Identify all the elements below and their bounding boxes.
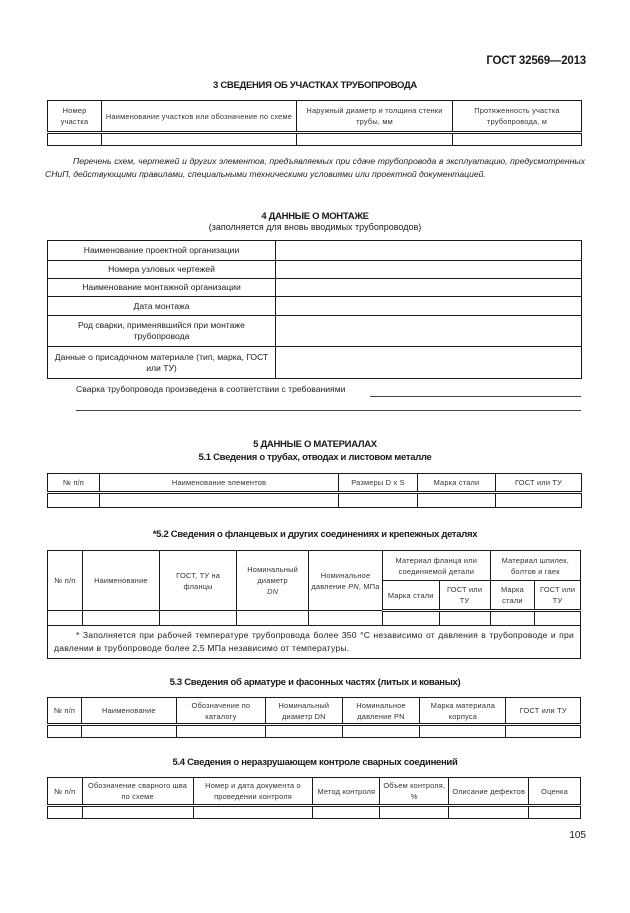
table-cell[interactable] xyxy=(48,133,102,146)
welding-requirements-field-continued[interactable] xyxy=(76,410,581,411)
row-label: Род сварки, применявшийся при монтаже трубопровода xyxy=(48,316,276,347)
column-header: ГОСТ или ТУ xyxy=(496,474,582,493)
table-cell[interactable] xyxy=(453,133,582,146)
row-label: Наименование проектной организации xyxy=(48,241,276,261)
row-value[interactable] xyxy=(276,241,582,261)
row-label: Наименование монтажной организации xyxy=(48,279,276,297)
column-header: Номинальное давление PN, МПа xyxy=(309,551,383,611)
column-header: ГОСТ, ТУ на фланцы xyxy=(160,551,237,611)
section-5-4-title: 5.4 Сведения о неразрушающем контроле сварных соединений xyxy=(172,757,458,768)
section-5-3-title: 5.3 Сведения об арматуре и фасонных частях (литых и кованых) xyxy=(169,677,461,688)
section-3-title: 3 СВЕДЕНИЯ ОБ УЧАСТКАХ ТРУБОПРОВОДА xyxy=(213,80,417,91)
welding-statement: Сварка трубопровода произведена в соответствии с требованиями xyxy=(76,384,346,394)
table-cell[interactable] xyxy=(82,725,177,738)
column-header: Описание дефектов xyxy=(449,778,529,806)
table-cell[interactable] xyxy=(266,725,343,738)
row-value[interactable] xyxy=(276,261,582,279)
table-row xyxy=(48,316,582,347)
column-header: Оценка xyxy=(529,778,581,806)
flanges-table xyxy=(47,550,581,659)
column-header: Метод контроля xyxy=(313,778,380,806)
column-header: № п/п xyxy=(48,698,82,725)
table-cell[interactable] xyxy=(48,611,83,626)
table-cell[interactable] xyxy=(176,725,265,738)
table-cell[interactable] xyxy=(48,725,82,738)
column-header: Номер и дата документа о проведении контроля xyxy=(193,778,313,806)
table-cell[interactable] xyxy=(439,611,490,626)
table-row xyxy=(48,725,581,738)
ndt-table xyxy=(47,777,581,819)
table-cell[interactable] xyxy=(309,611,383,626)
table-row xyxy=(48,493,582,508)
table-cell[interactable] xyxy=(496,493,582,508)
column-header: Марка стали xyxy=(490,581,535,611)
section-5-1-title: 5.1 Сведения о трубах, отводах и листовом металле xyxy=(198,452,432,463)
table-cell[interactable] xyxy=(48,493,100,508)
table-row xyxy=(48,279,582,297)
column-header: Марка материала корпуса xyxy=(420,698,506,725)
table-cell[interactable] xyxy=(529,806,581,819)
column-header: Наименование элементов xyxy=(100,474,339,493)
welding-requirements-field[interactable] xyxy=(370,396,581,397)
column-header: № п/п xyxy=(48,551,83,611)
column-header: Марка стали xyxy=(382,581,439,611)
table-cell[interactable] xyxy=(420,725,506,738)
table-cell[interactable] xyxy=(506,725,581,738)
table-cell[interactable] xyxy=(313,806,380,819)
table-cell[interactable] xyxy=(48,806,83,819)
table-row xyxy=(48,297,582,316)
table-cell[interactable] xyxy=(339,493,418,508)
row-label: Номера узловых чертежей xyxy=(48,261,276,279)
column-header: Обозначение сварного шва по схеме xyxy=(82,778,193,806)
column-header: Обозначение по каталогу xyxy=(176,698,265,725)
table-cell[interactable] xyxy=(297,133,453,146)
column-group-header: Материал шпилек, болтов и гаек xyxy=(490,551,580,581)
column-header: Протяженность участка трубопровода, м xyxy=(453,101,582,133)
table-cell[interactable] xyxy=(382,611,439,626)
row-label: Дата монтажа xyxy=(48,297,276,316)
table-cell[interactable] xyxy=(418,493,496,508)
column-header: ГОСТ или ТУ xyxy=(439,581,490,611)
row-value[interactable] xyxy=(276,347,582,379)
standard-number: ГОСТ 32569—2013 xyxy=(486,55,586,67)
section-4-subtitle: (заполняется для вновь вводимых трубопроводов) xyxy=(208,222,422,232)
table-cell[interactable] xyxy=(535,611,581,626)
column-header: Размеры D x S xyxy=(339,474,418,493)
column-header: Номер участка xyxy=(48,101,102,133)
table-row xyxy=(48,133,582,146)
table-row xyxy=(48,347,582,379)
table-cell[interactable] xyxy=(237,611,309,626)
column-header: Номинальное давление PN xyxy=(342,698,420,725)
column-header: Наименование xyxy=(82,551,159,611)
table-cell[interactable] xyxy=(82,611,159,626)
section-5-title: 5 ДАННЫЕ О МАТЕРИАЛАХ xyxy=(253,439,377,450)
table-cell[interactable] xyxy=(100,493,339,508)
table-row xyxy=(48,261,582,279)
table-row xyxy=(48,806,581,819)
column-header: Объем контроля, % xyxy=(380,778,449,806)
table-cell[interactable] xyxy=(193,806,313,819)
row-value[interactable] xyxy=(276,316,582,347)
column-header: ГОСТ или ТУ xyxy=(535,581,581,611)
column-header: № п/п xyxy=(48,778,83,806)
table-cell[interactable] xyxy=(160,611,237,626)
page-number: 105 xyxy=(569,830,586,841)
table-cell[interactable] xyxy=(342,725,420,738)
column-header: Наружный диаметр и толщина стенки трубы, мм xyxy=(297,101,453,133)
documents-list-paragraph: Перечень схем, чертежей и других элементов, предъявляемых при сдаче трубопровода в эксплуатацию, предусмотренных СНиП, действующими правилами, специальными техническими условиями или проектной документацией. xyxy=(45,156,585,179)
row-label: Данные о присадочном материале (тип, марка, ГОСТ или ТУ) xyxy=(48,347,276,379)
pipes-table xyxy=(47,473,582,508)
section-4-title: 4 ДАННЫЕ О МОНТАЖЕ xyxy=(261,211,369,222)
column-header: ГОСТ или ТУ xyxy=(506,698,581,725)
table-cell[interactable] xyxy=(490,611,535,626)
table-footnote: * Заполняется при рабочей температуре трубопровода более 350 °С независимо от давления в трубопроводе и при давлении в трубопроводе более 2,5 МПа независимо от температуры. xyxy=(48,626,581,659)
installation-data-table xyxy=(47,240,582,379)
column-header: Наименование участков или обозначение по схеме xyxy=(102,101,297,133)
table-cell[interactable] xyxy=(380,806,449,819)
section-5-2-title: *5.2 Сведения о фланцевых и других соединениях и крепежных деталях xyxy=(152,529,478,540)
column-group-header: Материал фланца или соединяемой детали xyxy=(382,551,490,581)
column-header: Наименование xyxy=(82,698,177,725)
table-cell[interactable] xyxy=(449,806,529,819)
column-header: Марка стали xyxy=(418,474,496,493)
row-value[interactable] xyxy=(276,297,582,316)
column-header: Номинальный диаметр DN xyxy=(266,698,343,725)
table-cell[interactable] xyxy=(82,806,193,819)
table-row xyxy=(48,611,581,626)
column-header: № п/п xyxy=(48,474,100,493)
section-3-table xyxy=(47,100,582,146)
row-value[interactable] xyxy=(276,279,582,297)
table-cell[interactable] xyxy=(102,133,297,146)
table-row xyxy=(48,241,582,261)
fittings-table xyxy=(47,697,581,738)
column-header: Номинальный диаметр DN xyxy=(237,551,309,611)
